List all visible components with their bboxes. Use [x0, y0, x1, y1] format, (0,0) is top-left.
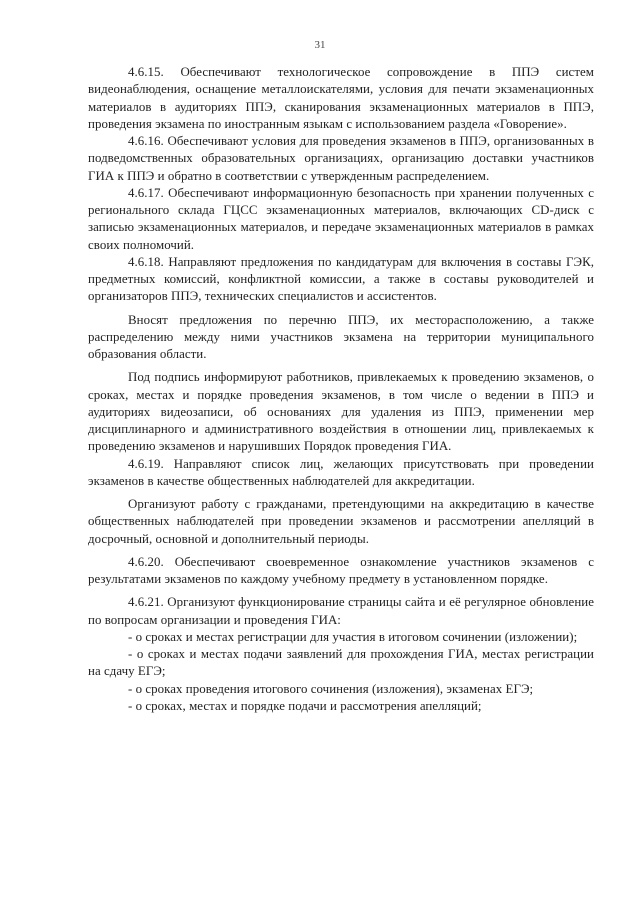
paragraph-4-6-20: 4.6.20. Обеспечивают своевременное ознакомление участников экзаменов с результатами экзаменов по каждому учебному предмету в установленном порядке. [88, 554, 594, 586]
paragraph-observers-accreditation: Организуют работу с гражданами, претендующими на аккредитацию в качестве общественных наблюдателей при проведении экзаменов и рассмотрении апелляций в досрочный, основной и дополнительный периоды. [88, 497, 594, 546]
paragraph-4-6-16: 4.6.16. Обеспечивают условия для проведения экзаменов в ППЭ, организованных в подведомственных образовательных организациях, организацию доставки участников ГИА к ППЭ и обратно в соответствии с утвержденным распределением. [88, 134, 594, 183]
paragraph-4-6-15: 4.6.15. Обеспечивают технологическое сопровождение в ППЭ систем видеонаблюдения, оснащение металлоискателями, условия для печати экзаменационных материалов в аудиториях ППЭ, сканирования экзаменационных материалов в ППЭ, проведения экзамена по иностранным языкам с использованием раздела «Говорение». [88, 65, 594, 131]
paragraph-4-6-21: 4.6.21. Организуют функционирование страницы сайта и её регулярное обновление по вопросам организации и проведения ГИА: [88, 595, 594, 627]
paragraph-ppe-proposals: Вносят предложения по перечню ППЭ, их месторасположению, а также распределению между ними участников экзамена на территории муниципального образования области. [88, 312, 594, 361]
page-number: 31 [314, 39, 326, 51]
list-item-essay-registration: - о сроках и местах регистрации для участия в итоговом сочинении (изложении); [128, 629, 578, 644]
list-item-application-submission: - о сроках и местах подачи заявлений для прохождения ГИА, местах регистрации на сдачу ЕГЭ; [88, 647, 594, 679]
document-body [88, 64, 594, 715]
list-item-exam-dates: - о сроках проведения итогового сочинения (изложения), экзаменах ЕГЭ; [128, 681, 534, 696]
paragraph-staff-informing: Под подпись информируют работников, привлекаемых к проведению экзаменов, о сроках, местах и порядке проведения экзаменов, в том числе о ведении в ППЭ и аудиториях видеозаписи, об основаниях для удаления из ППЭ, применении мер дисциплинарного и административного воздействия в отношении лиц, привлекаемых к проведению экзаменов и нарушивших Порядок проведения ГИА. [88, 370, 594, 454]
paragraph-4-6-19: 4.6.19. Направляют список лиц, желающих присутствовать при проведении экзаменов в качестве общественных наблюдателей для аккредитации. [88, 456, 594, 488]
paragraph-4-6-18: 4.6.18. Направляют предложения по кандидатурам для включения в составы ГЭК, предметных комиссий, конфликтной комиссии, а также в составы руководителей и организаторов ППЭ, технических специалистов и ассистентов. [88, 254, 594, 304]
paragraph-4-6-17: 4.6.17. Обеспечивают информационную безопасность при хранении полученных с регионального склада ГЦСС экзаменационных материалов, включающих CD-диск с записью экзаменационных материалов, и передаче экзаменационных материалов в рамках своих полномочий. [88, 185, 594, 252]
list-item-appeals: - о сроках, местах и порядке подачи и рассмотрения апелляций; [128, 698, 482, 713]
